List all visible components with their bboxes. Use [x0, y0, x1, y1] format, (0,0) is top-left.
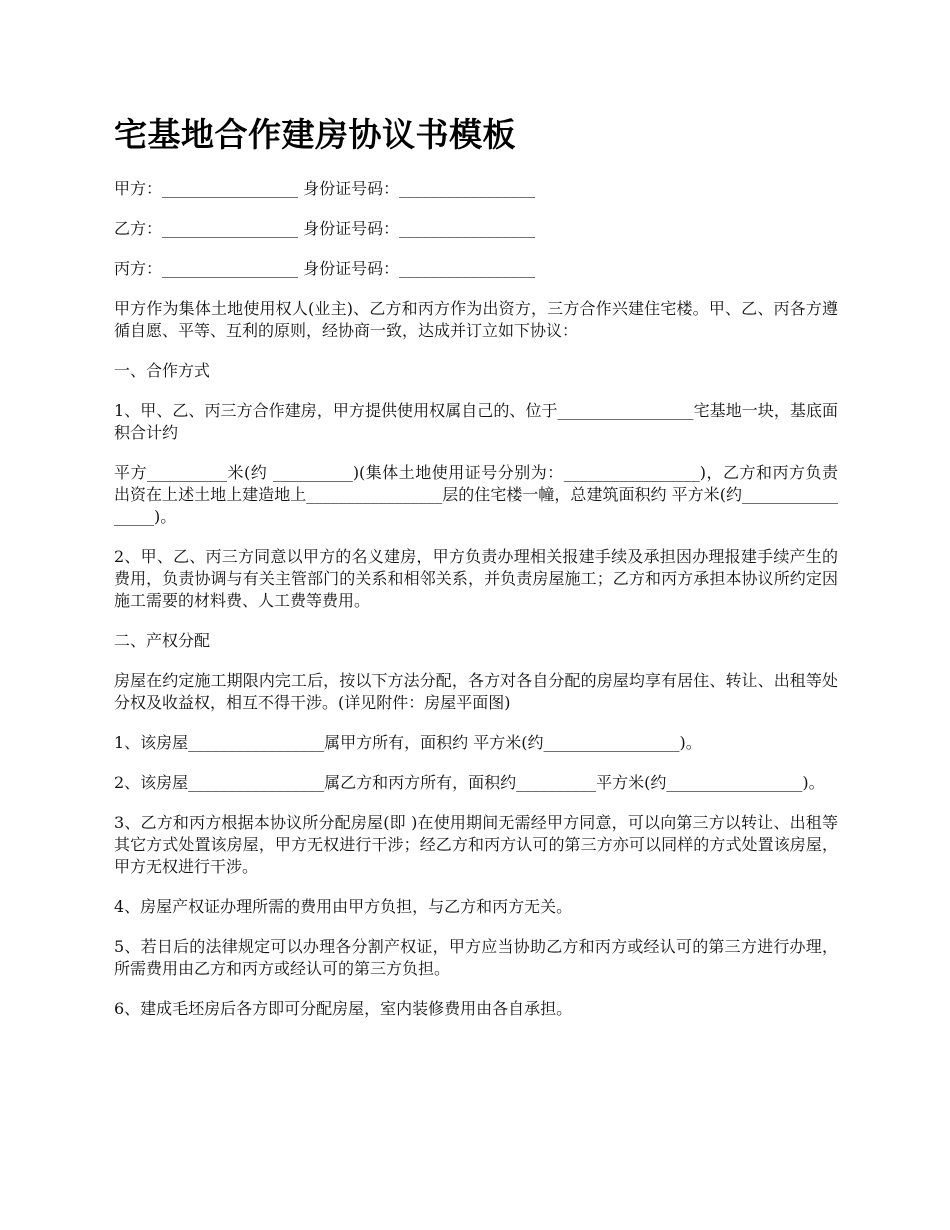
property-clause-4: 4、房屋产权证办理所需的费用由甲方负担，与乙方和丙方无关。: [114, 897, 573, 916]
property-clause-6: 6、建成毛坯房后各方即可分配房屋，室内装修费用由各自承担。: [114, 999, 573, 1018]
property-clause-2: 2、该房屋_________________属乙方和丙方所有，面积约__________平方米(约_________________)。: [114, 773, 825, 792]
intro-paragraph: 甲方作为集体土地使用权人(业主)、乙方和丙方作为出资方，三方合作兴建住宅楼。甲、乙、丙各方遵循自愿、平等、互利的原则，经协商一致，达成并订立如下协议：: [114, 299, 838, 340]
document-page: [114, 112, 838, 1038]
party-b-line: 乙方：_________________ 身份证号码：_________________: [114, 219, 536, 238]
section-heading-property: 二、产权分配: [114, 631, 211, 650]
cooperation-clause-2: 2、甲、乙、丙三方同意以甲方的名义建房，甲方负责办理相关报建手续及承担因办理报建手续产生的费用，负责协调与有关主管部门的关系和相邻关系，并负责房屋施工；乙方和丙方承担本协议所约定因施工需要的材料费、人工费等费用。: [114, 547, 838, 610]
cooperation-clause-1-continued: 平方__________米(约 __________)(集体土地使用证号分别为：_________________)，乙方和丙方负责出资在上述土地上建造地上_________________层的住宅楼一幢，总建筑面积约 平方米(约_________________)。: [114, 463, 838, 526]
property-clause-5: 5、若日后的法律规定可以办理各分割产权证，甲方应当协助乙方和丙方或经认可的第三方进行办理，所需费用由乙方和丙方或经认可的第三方负担。: [114, 937, 838, 978]
property-clause-1: 1、该房屋_________________属甲方所有，面积约 平方米(约_________________)。: [114, 733, 702, 752]
property-clause-3: 3、乙方和丙方根据本协议所分配房屋(即 )在使用期间无需经甲方同意，可以向第三方以转让、出租等其它方式处置该房屋，甲方无权进行干涉；经乙方和丙方认可的第三方亦可以同样的方式处置该房屋，甲方无权进行干涉。: [114, 813, 838, 876]
party-c-line: 丙方：_________________ 身份证号码：_________________: [114, 259, 536, 278]
party-a-line: 甲方：_________________ 身份证号码：_________________: [114, 179, 536, 198]
cooperation-clause-1: 1、甲、乙、丙三方合作建房，甲方提供使用权属自己的、位于_________________宅基地一块，基底面积合计约: [114, 401, 838, 442]
document-title: 宅基地合作建房协议书模板: [114, 115, 516, 154]
property-intro: 房屋在约定施工期限内完工后，按以下方法分配，各方对各自分配的房屋均享有居住、转让、出租等处分权及收益权，相互不得干涉。(详见附件：房屋平面图): [114, 671, 838, 712]
section-heading-cooperation: 一、合作方式: [114, 361, 211, 380]
